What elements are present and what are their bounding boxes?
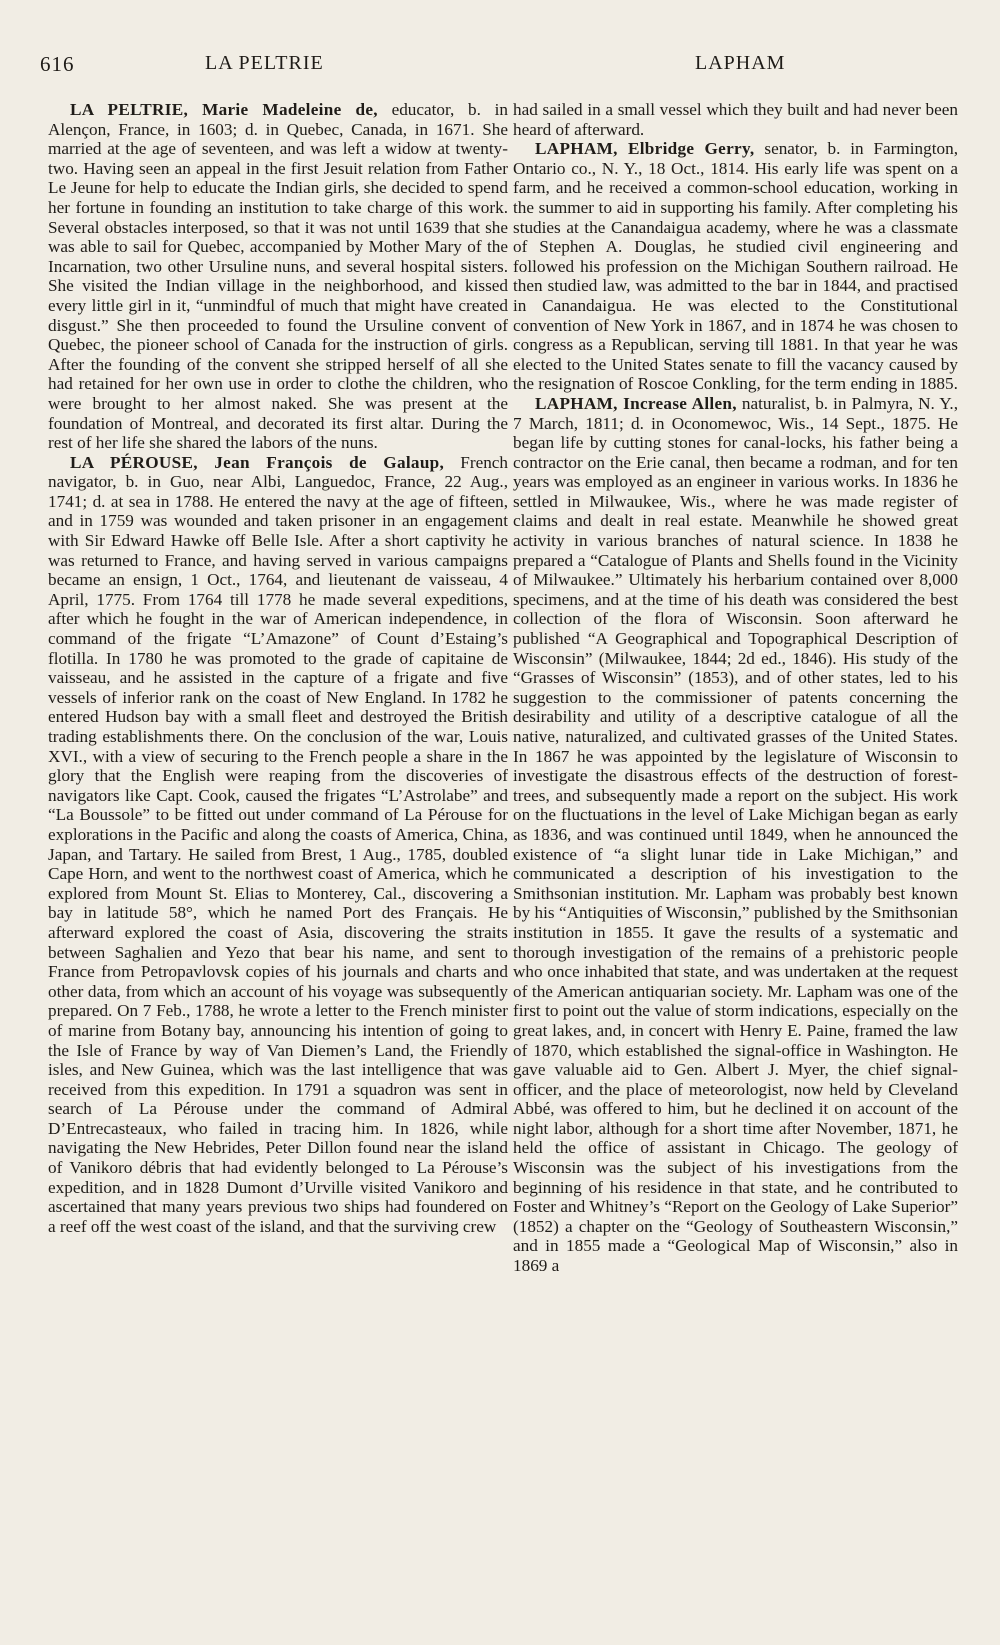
running-header [40, 52, 790, 82]
entry-lapham-increase [513, 394, 958, 1276]
entry-text: educator, b. in Alençon, France, in 1603; d. in Quebec, Canada, in 1671. She married at the age of seventeen, and was left a widow at twenty-two. Having seen an appeal in the first Jesuit relation from Father Le Jeune for help to educate the Indian girls, she decided to spend her fortune in founding an institution to take charge of this work. Several obstacles interposed, so that it was not until 1639 that she was able to sail for Quebec, accompanied by Mother Mary of the Incarnation, two other Ursuline nuns, and several hospital sisters. She visited the Indian village in the neighborhood, and kissed every little girl in it, “unmindful of much that might have created disgust.” She then proceeded to found the Ursuline convent of Quebec, the pioneer school of Canada for the instruction of girls. After the founding of the convent she stripped herself of all she had retained for her own use in order to clothe the children, who were brought to her almost naked. She was present at the foundation of Montreal, and decorated its first altar. During the rest of her life she shared the labors of the nuns. [48, 100, 508, 453]
right-column [513, 100, 958, 1276]
entry-la-perouse [48, 453, 508, 1237]
left-column [48, 100, 508, 1236]
header-right-title: LAPHAM [695, 52, 786, 74]
entry-lapham-elbridge [513, 139, 958, 394]
entry-name: LA PÉROUSE, Jean François de Galaup, [70, 452, 445, 472]
entry-text: senator, b. in Farmington, Ontario co., N. Y., 18 Oct., 1814. His early life was spent on a farm, and he received a common-school education, working in the summer to aid in supporting his family. After completing his studies at the Canandaigua academy, where he was a classmate of Stephen A. Douglas, he studied civil engineering and followed his profession on the Michigan Southern railroad. He then studied law, was admitted to the bar in 1844, and practised in Canandaigua. He was elected to the Constitutional convention of New York in 1867, and in 1874 he was chosen to congress as a Republican, serving till 1881. In that year he was elected to the United States senate to fill the vacancy caused by the resignation of Roscoe Conkling, for the term ending in 1885. [513, 139, 958, 394]
entry-text: naturalist, b. in Palmyra, N. Y., 7 March, 1811; d. in Oconomewoc, Wis., 14 Sept., 1875. He began life by cutting stones for canal-locks, his father being a contractor on the Erie canal, then became a rodman, and for ten years was employed as an engineer in various works. In 1836 he settled in Milwaukee, Wis., where he was made register of claims and dealt in real estate. Meanwhile he showed great activity in various branches of natural science. In 1838 he prepared a “Catalogue of Plants and Shells found in the Vicinity of Milwaukee.” Ultimately his herbarium contained over 8,000 specimens, and at the time of his death was considered the best collection of the flora of Wisconsin. Soon afterward he published “A Geographical and Topographical Description of Wisconsin” (Milwaukee, 1844; 2d ed., 1846). His study of the “Grasses of Wisconsin” (1853), and of other states, led to his suggestion to the commissioner of patents concerning the desirability and utility of a descriptive catalogue of all the native, naturalized, and cultivated grasses of the United States. In 1867 he was appointed by the legislature of Wisconsin to investigate the disastrous effects of the destruction of forest-trees, and subsequently made a report on the subject. His work on the fluctuations in the level of Lake Michigan began as early as 1836, and was continued until 1849, when he announced the existence of “a slight lunar tide in Lake Michigan,” and communicated a description of his investigation to the Smithsonian institution. Mr. Lapham was probably best known by his “Antiquities of Wisconsin,” published by the Smithsonian institution in 1855. It gave the results of a systematic and thorough investigation of the remains of a prehistoric people who once inhabited that state, and was undertaken at the request of the American antiquarian society. Mr. Lapham was one of the first to point out the value of storm indications, especially on the great lakes, and, in concert with Henry E. Paine, framed the law of 1870, which established the signal-office in Washington. He gave valuable aid to Gen. Albert J. Myer, the chief signal-officer, and the place of meteorologist, now held by Cleveland Abbé, was offered to him, but he declined it on account of the night labor, although for a short time after November, 1871, he held the office of assistant in Chicago. The geology of Wisconsin was the subject of his investigations from the beginning of his residence in that state, and he contributed to Foster and Whitney’s “Report on the Geology of Lake Superior” (1852) a chapter on the “Geology of Southeastern Wisconsin,” and in 1855 made a “Geological Map of Wisconsin,” also in 1869 a [513, 393, 959, 1276]
entry-name: LA PELTRIE, Marie Madeleine de, [70, 100, 378, 119]
entry-text: French navigator, b. in Guo, near Albi, Languedoc, France, 22 Aug., 1741; d. at sea in 1788. He entered the navy at the age of fifteen, and in 1759 was wounded and taken prisoner in an engagement with Sir Edward Hawke off Belle Isle. After a short captivity he was returned to France, and having served in various campaigns became an ensign, 1 Oct., 1764, and lieutenant de vaisseau, 4 April, 1775. From 1764 till 1778 he made several expeditions, after which he fought in the war of American independence, in command of the frigate “L’Amazone” of Count d’Estaing’s flotilla. In 1780 he was promoted to the grade of capitaine de vaisseau, and he assisted in the capture of a frigate and five vessels of inferior rank on the coast of New England. In 1782 he entered Hudson bay with a small fleet and destroyed the British trading establishments there. On the conclusion of the war, Louis XVI., with a view of securing to the French people a share in the glory that the English were reaping from the discoveries of navigators like Capt. Cook, caused the frigates “L’Astrolabe” and “La Boussole” to be fitted out under command of La Pérouse for explorations in the Pacific and along the coasts of America, China, Japan, and Tartary. He sailed from Brest, 1 Aug., 1785, doubled Cape Horn, and went to the northwest coast of America, which he explored from Mount St. Elias to Monterey, Cal., discovering a bay in latitude 58°, which he named Port des Français. He afterward explored the coast of Asia, discovering the straits between Saghalien and Yezo that bear his name, and sent to France from Petropavlovsk copies of his journals and charts and other data, from which an account of his voyage was subsequently prepared. On 7 Feb., 1788, he wrote a letter to the French minister of marine from Botany bay, announcing his intention of going to the Isle of France by way of Van Diemen’s Land, the Friendly isles, and New Guinea, which was the last intelligence that was received from this expedition. In 1791 a squadron was sent in search of La Pérouse under the command of Admiral D’Entrecasteaux, who failed in tracing him. In 1826, while navigating the New Hebrides, Peter Dillon found near the island of Vanikoro débris that had evidently belonged to La Pérouse’s expedition, and in 1828 Dumont d’Urville visited Vanikoro and ascertained that many years previous two ships had foundered on a reef off the west coast of the island, and that the surviving crew [48, 452, 509, 1236]
entry-la-peltrie [48, 100, 508, 453]
page-number: 616 [40, 52, 75, 76]
entry-name: LAPHAM, Increase Allen, [535, 393, 737, 413]
entry-name: LAPHAM, Elbridge Gerry, [535, 139, 755, 159]
entry-la-perouse-continued: had sailed in a small vessel which they built and had never been heard of afterward. [513, 100, 958, 139]
header-left-title: LA PELTRIE [205, 52, 324, 74]
